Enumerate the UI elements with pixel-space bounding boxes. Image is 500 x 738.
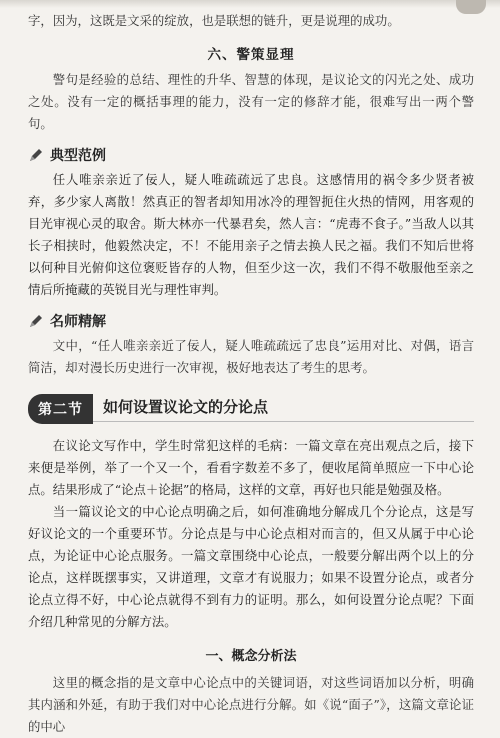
top-continuation-line: 字，因为，这既是文采的绽放，也是联想的链升，更是说理的成功。 <box>28 13 400 28</box>
example-label: 典型范例 <box>50 148 106 164</box>
section-6-paragraph: 警句是经验的总结、理性的升华、智慧的体现，是议论文的闪光之处、成功之处。没有一定的概括事理的能力，没有一定的修辞才能，很难写出一两个警句。 <box>28 72 474 131</box>
chapter-paragraph-1: 在议论文写作中，学生时常犯这样的毛病：一篇文章在亮出观点之后，接下来便是举例，举了一个又一个，看看字数差不多了，便收尾简单照应一下中心论点。结果形成了“论点＋论据”的格局，这样的文章，再好也只能是勉强及格。 <box>28 438 474 497</box>
pen-icon <box>28 147 44 163</box>
subsection-title: 一、概念分析法 <box>205 649 297 664</box>
page-top-strip <box>0 0 500 8</box>
subsection-paragraph: 这里的概念指的是文章中心论点中的关键词语，对这些词语加以分析，明确其内涵和外延，有助于我们对中心论点进行分解。如《说“面子”》，这篇文章论证的中心 <box>28 675 474 734</box>
page-content <box>28 10 474 738</box>
example-paragraph: 任人唯亲亲近了佞人，疑人唯疏疏远了忠良。这感情用的祸令多少贤者被弃，多少家人离散！然真正的智者却知用冰冷的理智扼住火热的情网，用客观的目光审视心灵的取舍。斯大林亦一代暴君矣，然人言：“虎毒不食子。”当敌人以其长子相挟时，他毅然决定，不！不能用亲子之情去换人民之福。我们不知后世将以何种目光俯仰这位褒贬皆存的人物，但至少这一次，我们不得不敬服他至亲之情后所掩藏的英锐目光与理性审判。 <box>28 172 474 297</box>
commentary-label-row <box>28 311 474 331</box>
chapter-badge: 第二节 <box>28 394 93 424</box>
chapter-paragraph-2: 当一篇议论文的中心论点明确之后，如何准确地分解成几个分论点，这是写好议论文的一个重要环节。分论点是与中心论点相对而言的，但又从属于中心论点，为论证中心论点服务。一篇文章围绕中心论点，一般要分解出两个以上的分论点，这样既摆事实，又讲道理，文章才有说服力；如果不设置分论点，或者分论点立得不好，中心论点就得不到有力的证明。那么，如何设置分论点呢？下面介绍几种常见的分解方法。 <box>28 504 474 629</box>
section-6-title: 六、警策显理 <box>207 47 295 63</box>
chapter-title: 如何设置议论文的分论点 <box>93 396 474 422</box>
pen-icon <box>28 313 44 329</box>
commentary-label: 名师精解 <box>50 314 106 330</box>
commentary-paragraph: 文中，“任人唯亲亲近了佞人，疑人唯疏疏远了忠良”运用对比、对偶，语言简洁，却对漫长历史进行一次审视，极好地表达了考生的思考。 <box>28 338 474 375</box>
example-label-row <box>28 145 474 165</box>
chapter-header <box>28 393 474 425</box>
